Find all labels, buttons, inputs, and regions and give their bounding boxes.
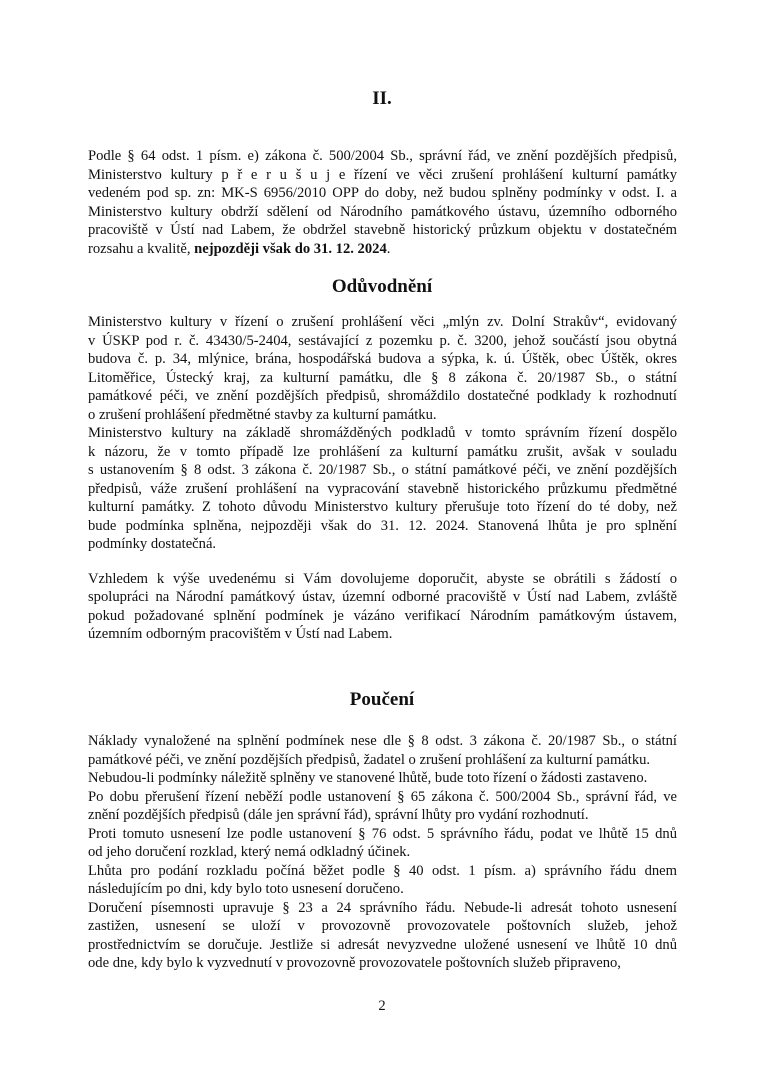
text-line: Nebudou-li podmínky náležitě splněny ve stanovené lhůtě, bude toto řízení o žádosti zastaveno. xyxy=(88,770,648,786)
text-line: Ministerstvo kultury p ř e r u š u j e řízení ve věci zrušení prohlášení kulturní památky xyxy=(88,166,677,183)
text-line: pracoviště v Ústí nad Labem, že obdržel stavebně historický průzkum objektu v dostatečném xyxy=(88,222,677,238)
text-line: v ÚSKP pod r. č. 43430/5-2404, sestávající z pozemku p. č. 3200, jehož součástí jsou obytná xyxy=(88,332,677,349)
text-line: budova č. p. 34, mlýnice, brána, hospodářská budova a sýpka, k. ú. Úštěk, obec Úštěk, okres xyxy=(88,351,677,367)
instruction-section xyxy=(88,732,677,973)
paragraph xyxy=(88,862,677,899)
sentence-end: . xyxy=(386,240,391,257)
section-heading: II. xyxy=(372,88,392,109)
text-line: Doručení písemnosti upravuje § 23 a 24 správního řádu. Nebude-li adresát tohoto usnesení xyxy=(88,899,677,916)
paragraph xyxy=(88,825,677,862)
justification-heading: Odůvodnění xyxy=(331,276,433,297)
text-line: znění pozdějších předpisů (dále jen správní řád), správní lhůty pro vydání rozhodnutí. xyxy=(88,807,589,823)
text-line: Podle § 64 odst. 1 písm. e) zákona č. 500/2004 Sb., správní řád, ve znění pozdějších předpisů, xyxy=(88,148,677,164)
paragraph xyxy=(88,313,677,424)
text-line: památkové péči, ve znění pozdějších předpisů, žadatel o zrušení prohlášení za kulturní památku. xyxy=(88,751,651,768)
decision-paragraph xyxy=(88,147,677,258)
text-line: prostřednictvím se doručuje. Jestliže si adresát nevyzvedne uložené usnesení ve lhůtě 10 dnů xyxy=(88,936,677,953)
text-line: památkové péči, ve znění pozdějších předpisů, shromáždilo dostatečné podklady k rozhodnutí xyxy=(88,388,677,404)
text-line: Ministerstvo kultury v řízení o zrušení prohlášení věci „mlýn zv. Dolní Strakův“, evidovaný xyxy=(88,314,677,330)
text-line: s ustanovením § 8 odst. 3 zákona č. 20/1987 Sb., o státní památkové péči, ve znění pozdějších xyxy=(88,462,677,478)
text-line: Vzhledem k výše uvedenému si Vám dovolujeme doporučit, abyste se obrátili s žádostí o xyxy=(88,570,677,587)
text-line: Ministerstvo kultury na základě shromážděných podkladů v tomto správním řízení dospělo xyxy=(88,425,677,441)
text-line: Proti tomuto usnesení lze podle ustanovení § 76 odst. 5 správního řádu, podat ve lhůtě 15 dnů xyxy=(88,825,677,842)
line-text: rozsahu a kvalitě, xyxy=(88,240,195,257)
text-line: vedeném pod sp. zn: MK-S 6956/2010 OPP do doby, než budou splněny podmínky v odst. I. a xyxy=(88,185,677,201)
paragraph xyxy=(88,899,677,973)
text-line: Náklady vynaložené na splnění podmínek nese dle § 8 odst. 3 zákona č. 20/1987 Sb., o státní xyxy=(88,733,677,749)
text-line: podmínky dostatečná. xyxy=(88,536,217,552)
justification-section xyxy=(88,313,677,644)
text-line: spolupráci na Národní památkový ústav, územní odborné pracoviště v Ústí nad Labem, zvláště xyxy=(88,589,677,605)
deadline-bold: nejpozději však do 31. 12. 2024 xyxy=(194,240,387,257)
text-line: bude podmínka splněna, nejpozději však do 31. 12. 2024. Stanovená lhůta je pro splnění xyxy=(88,517,677,534)
text-line: Lhůta pro podání rozkladu počíná běžet podle § 40 odst. 1 písm. a) správního řádu dnem xyxy=(88,862,677,879)
paragraph xyxy=(88,769,677,788)
text-line: územním odborným pracovištěm v Ústí nad Labem. xyxy=(88,626,393,642)
text-line: od jeho doručení rozklad, který nemá odkladný účinek. xyxy=(88,844,411,860)
text-line: Ministerstvo kultury obdrží sdělení od Národního památkového ústavu, územního odborného xyxy=(88,203,677,220)
page-number: 2 xyxy=(378,998,386,1014)
paragraph xyxy=(88,424,677,554)
text-line: následujícím po dni, kdy bylo toto usnesení doručeno. xyxy=(88,881,404,897)
text-line: k názoru, že v tomto případě lze prohlášení za kulturní památku zrušit, avšak v souladu xyxy=(88,443,677,460)
instruction-heading: Poučení xyxy=(349,689,415,710)
paragraph xyxy=(88,788,677,825)
text-line: ode dne, kdy bylo k vyzvednutí v provozovně provozovatele poštovních služeb připraveno, xyxy=(88,955,621,971)
text-line: zastižen, usnesení se uloží v provozovně provozovatele poštovních služeb, jehož xyxy=(88,918,677,934)
text-line: pokud požadované splnění podmínek je vázáno verifikací Národním památkovým ústavem, xyxy=(88,607,677,624)
text-line: Po dobu přerušení řízení neběží podle ustanovení § 65 zákona č. 500/2004 Sb., správní řád, ve xyxy=(88,788,677,805)
text-line: kulturní památky. Z tohoto důvodu Ministerstvo kultury přerušuje toto řízení do té doby, než xyxy=(88,499,677,515)
text-line xyxy=(88,240,677,259)
text-line: předpisů, váže zrušení prohlášení na vypracování stavebně historického průzkumu předmětné xyxy=(88,480,677,497)
text-line: o zrušení prohlášení předmětné stavby za kulturní památku. xyxy=(88,406,437,423)
paragraph xyxy=(88,732,677,769)
paragraph xyxy=(88,570,677,644)
text-line: Litoměřice, Ústecký kraj, za kulturní památku, dle § 8 zákona č. 20/1987 Sb., o státní xyxy=(88,369,677,386)
